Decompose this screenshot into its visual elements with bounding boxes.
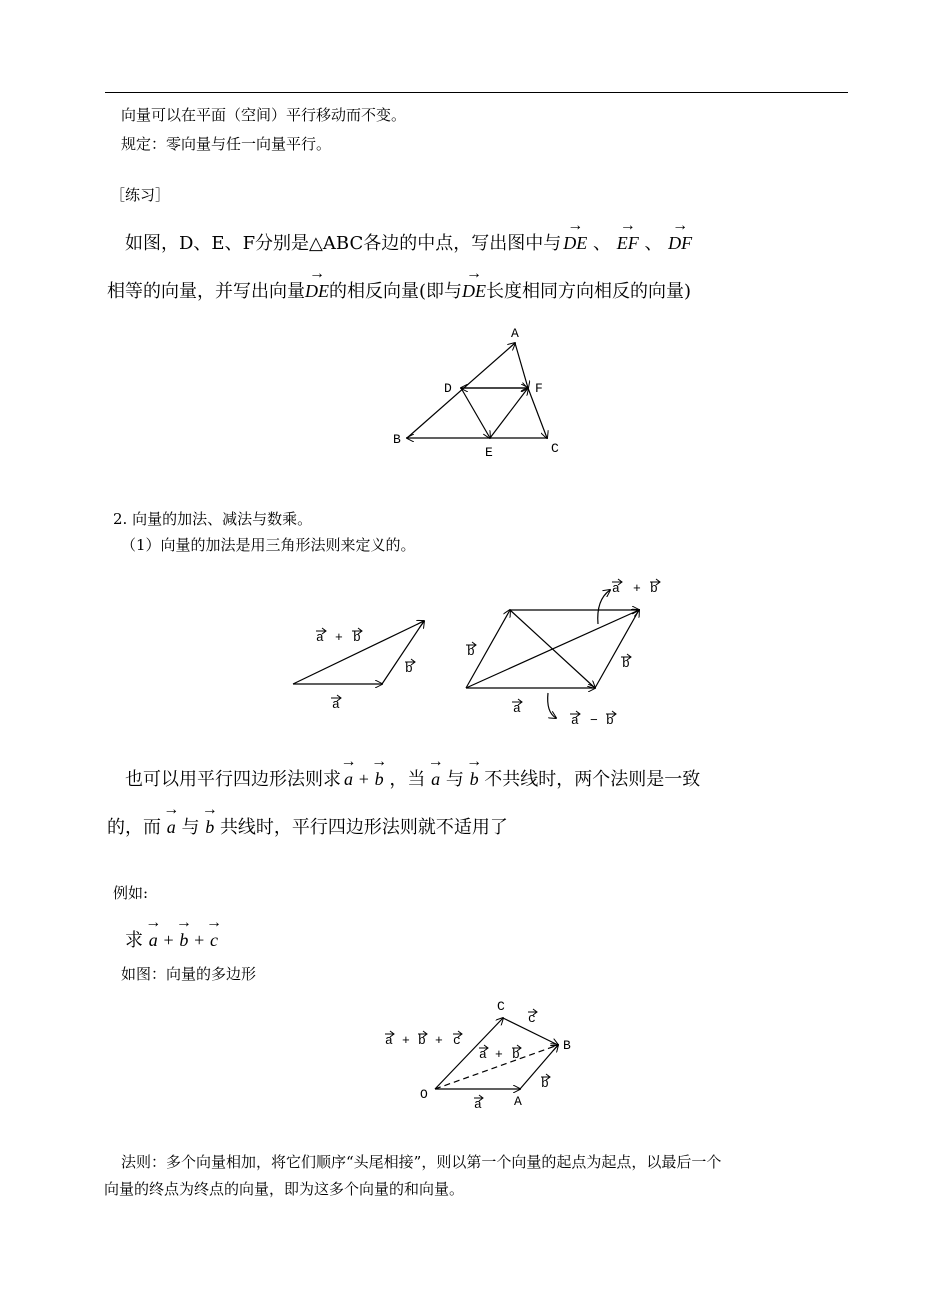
practice-line-1	[125, 234, 692, 253]
label-b: b	[467, 644, 475, 659]
label-O: O	[420, 1087, 428, 1102]
label-B: B	[563, 1038, 571, 1053]
separator: 、	[592, 233, 611, 254]
diag-a-minus-b	[510, 610, 595, 688]
para-text: 不共线时，两个法则是一致	[484, 769, 701, 790]
rule-line-1: 法则：多个向量相加，将它们顺序“头尾相接”，则以第一个向量的起点为起点，以最后一个	[121, 1153, 722, 1171]
label-a: a	[474, 1097, 482, 1112]
plus-sign: +	[163, 930, 174, 950]
label-a: a	[612, 581, 620, 596]
pointer-sum	[598, 590, 610, 624]
para-text: 共线时，平行四边形法则就不适用了	[219, 817, 508, 838]
label-c: c	[528, 1011, 536, 1026]
vector-b: → b	[375, 760, 384, 788]
para-b-right	[595, 610, 639, 688]
triangle-midpoint-figure	[380, 315, 580, 465]
label-minus: −	[590, 713, 598, 728]
vector-DE: → DE	[305, 272, 329, 300]
practice-header: ［练习］	[110, 186, 171, 204]
label-b: b	[353, 630, 361, 645]
label-a: a	[316, 630, 324, 645]
label-b: b	[650, 581, 658, 596]
vector-a: → a	[149, 921, 158, 949]
vector-c: → c	[210, 921, 218, 949]
label-D: D	[444, 381, 452, 396]
header-rule	[105, 92, 848, 93]
label-plus: +	[633, 581, 641, 596]
label-C: C	[497, 999, 505, 1014]
para-text: 与	[445, 769, 464, 790]
label-A: A	[511, 326, 519, 341]
label-b: b	[622, 656, 630, 671]
label-a: a	[479, 1047, 487, 1062]
practice-line-2	[107, 282, 691, 301]
label-a: a	[513, 701, 521, 716]
vector-DE: → DE	[563, 224, 587, 252]
practice-text: 如图，D、E、F分别是△ABC各边的中点，写出图中与	[125, 233, 562, 254]
vector-DE: → DE	[462, 272, 486, 300]
para-text: ，当	[389, 769, 426, 790]
section-2-title: 2. 向量的加法、减法与数乘。	[113, 510, 313, 528]
vector-polygon-figure	[380, 995, 580, 1115]
label-b: b	[418, 1033, 426, 1048]
label-C: C	[551, 441, 559, 456]
edge-DE	[461, 388, 490, 438]
label-F: F	[535, 381, 543, 396]
practice-text: 相等的向量，并写出向量	[107, 281, 305, 302]
plus-sign: +	[194, 930, 205, 950]
text-line-1: 向量可以在平面（空间）平行移动而不变。	[121, 106, 407, 124]
label-b: b	[541, 1076, 549, 1091]
label-A: A	[514, 1094, 522, 1109]
subsection-1-title: （1）向量的加法是用三角形法则来定义的。	[121, 536, 416, 554]
parallelogram-line-1	[125, 770, 700, 789]
para-text: 与	[181, 817, 200, 838]
label-b: b	[405, 661, 413, 676]
example-label: 例如:	[113, 884, 149, 902]
edge-AF	[515, 343, 528, 388]
label-plus: +	[435, 1033, 443, 1048]
parallelogram-line-2	[107, 818, 508, 837]
vector-a: → a	[344, 760, 353, 788]
label-a: a	[332, 697, 340, 712]
polygon-sum-abc	[435, 1018, 503, 1089]
vector-EF: → EF	[617, 224, 639, 252]
rule-line-2: 向量的终点为终点的向量，即为这多个向量的和向量。	[104, 1180, 465, 1198]
vector-a: → a	[167, 808, 176, 836]
edge-BA	[407, 343, 515, 438]
label-E: E	[485, 445, 493, 460]
practice-text: 的相反向量(即与	[329, 281, 463, 302]
para-text: 也可以用平行四边形法则求	[125, 769, 341, 790]
label-plus: +	[402, 1033, 410, 1048]
label-plus: +	[495, 1047, 503, 1062]
vector-b: → b	[205, 808, 214, 836]
vector-b: → b	[470, 760, 479, 788]
label-c: c	[453, 1033, 461, 1048]
label-B: B	[393, 432, 401, 447]
para-text: 的，而	[107, 817, 161, 838]
label-a: a	[571, 713, 579, 728]
edge-EF	[490, 388, 528, 438]
vector-addition-figure	[285, 570, 675, 730]
label-plus: +	[335, 630, 343, 645]
pointer-diff	[548, 693, 556, 718]
text-line-2: 规定：零向量与任一向量平行。	[121, 135, 332, 153]
polygon-caption: 如图：向量的多边形	[121, 965, 257, 983]
ask-prefix: 求	[125, 930, 143, 951]
vector-b: → b	[179, 921, 188, 949]
vector-a: → a	[431, 760, 440, 788]
sum-request	[125, 931, 218, 950]
separator: 、	[644, 233, 663, 254]
label-a: a	[385, 1033, 393, 1048]
label-b: b	[606, 713, 614, 728]
label-b: b	[512, 1047, 520, 1062]
practice-text: 长度相同方向相反的向量)	[486, 281, 692, 302]
vector-DF: → DF	[668, 224, 692, 252]
plus-sign: +	[358, 769, 369, 789]
